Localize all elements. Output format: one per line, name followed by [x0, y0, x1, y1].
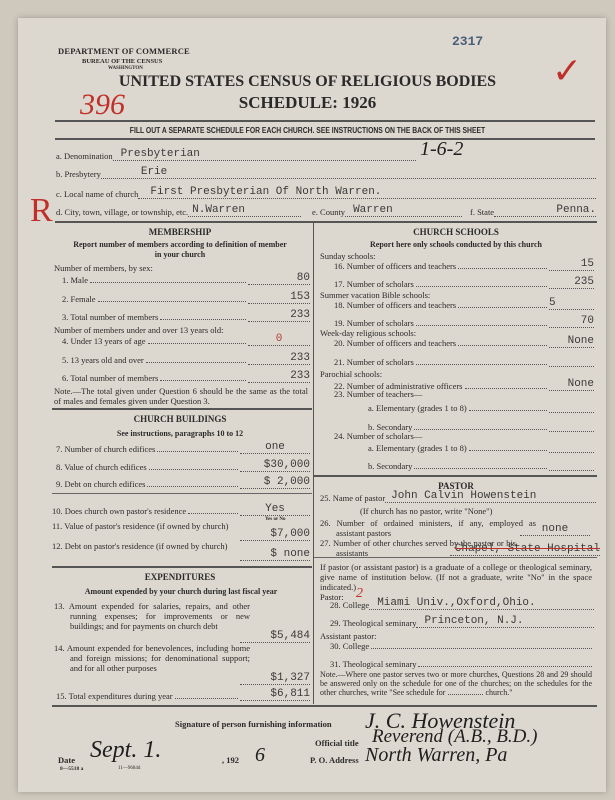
value: 0 [248, 333, 310, 346]
membership-note: Note.—The total given under Question 6 should be the same as the total of males and females given under Question 3. [54, 386, 308, 406]
pastor-label: Pastor: [320, 592, 344, 602]
label: 9. Debt on church edifices [56, 479, 146, 489]
field-assistant-pastors-label: 26. Number of ordained ministers, if any, employed as assistant pastors [320, 518, 536, 538]
field-total-expenditures[interactable] [56, 688, 310, 701]
field-other-churches[interactable]: Chapel, State Hospital [450, 543, 600, 556]
field-teachers-elementary[interactable] [368, 400, 594, 413]
value: Miami Univ.,Oxford,Ohio. [369, 597, 594, 610]
field-total-by-age[interactable] [62, 370, 310, 383]
print-number: 11—9684d [118, 766, 141, 771]
field-under-13[interactable] [62, 333, 310, 346]
value: None [549, 378, 594, 391]
expenditures-heading: EXPENDITURES [144, 572, 216, 582]
field-benevolences-label: 14. Amount expended for benevolences, including home and foreign missions; for denominational support; and for all other purposes [54, 643, 250, 673]
field-edifice-value[interactable] [56, 459, 310, 472]
schedule-title: SCHEDULE: 1926 [238, 93, 377, 112]
label: a. Elementary (grades 1 to 8) [368, 443, 467, 453]
field-asst-college[interactable] [330, 638, 594, 651]
label: 22. Number of administrative officers [334, 381, 463, 391]
schools-intro: Report here only schools conducted by this church [370, 240, 542, 249]
label: 31. Theological seminary [330, 659, 417, 669]
city: WASHINGTON [108, 66, 143, 71]
group-label: Number of members, by sex: [54, 263, 153, 273]
field-owns-residence[interactable] [52, 503, 310, 516]
label: 19. Number of scholars [334, 318, 414, 328]
label: 25. Name of pastor [320, 493, 386, 503]
pastor-note: Note.—Where one pastor serves two or more churches, Questions 28 and 29 should be answered only on the schedule for one of the churches; on the schedules for the other churches, write "See schedule for .................. church." [320, 670, 592, 697]
divider [55, 138, 595, 140]
field-residence-debt-label: 12. Debt on pastor's residence (if owned by church) [52, 541, 228, 551]
label: 5. 13 years old and over [62, 355, 144, 365]
form-number: 8—5518 a [60, 766, 84, 772]
label: 15. Total expenditures during year [56, 691, 173, 701]
value: John Calvin Howenstein [385, 490, 596, 503]
form-title: UNITED STATES CENSUS OF RELIGIOUS BODIES [118, 73, 497, 90]
value: $6,811 [240, 688, 310, 701]
membership-heading: MEMBERSHIP [148, 227, 212, 237]
value [549, 412, 594, 413]
year-prefix: , 192 [222, 755, 239, 765]
divider [52, 408, 312, 410]
label: 16. Number of officers and teachers [334, 261, 457, 271]
value: 233 [248, 309, 310, 322]
membership-intro: Report number of members according to definition of member in your church [73, 240, 287, 259]
margin-mark: R [30, 192, 53, 229]
pastor-name-hint: (If church has no pastor, write "None") [360, 506, 493, 516]
field-residence-value-label: 11. Value of pastor's residence (if owned by church) [52, 521, 229, 531]
code-handwritten: 1-6-2 [420, 138, 464, 160]
value: 15 [549, 258, 594, 271]
year-digit[interactable]: 6 [255, 744, 265, 766]
value [549, 470, 594, 471]
field-sunday-teachers[interactable] [334, 258, 594, 271]
field-weekday-scholars[interactable] [334, 354, 594, 367]
field-male[interactable] [62, 272, 310, 285]
field-residence-debt[interactable]: $ none [240, 548, 310, 561]
value: $ 2,000 [240, 476, 310, 489]
value: 233 [248, 352, 310, 365]
value: Yes [240, 503, 310, 516]
label: a. Denomination [56, 151, 113, 161]
label: b. Secondary [368, 461, 413, 471]
value [549, 366, 594, 367]
label: 30. College [330, 641, 370, 651]
denomination-field[interactable] [56, 148, 416, 161]
graduate-intro: If pastor (or assistant pastor) is a graduate of a college or theological seminary, give name of institution below. (If not a graduate, write "No" in the space indicated.) [320, 562, 592, 592]
date-value[interactable]: Sept. 1. [90, 737, 162, 763]
label: c. Local name of church [56, 189, 139, 199]
field-scholars-elementary[interactable] [368, 440, 594, 453]
value: 153 [248, 291, 310, 304]
group-label: Summer vacation Bible schools: [320, 290, 431, 300]
divider [52, 705, 597, 707]
field-residence-value[interactable]: $7,000 [240, 528, 310, 541]
field-running-expenses[interactable]: $5,484 [240, 630, 310, 643]
value: 80 [248, 272, 310, 285]
state-field[interactable] [470, 204, 596, 217]
label: 7. Number of church edifices [56, 444, 156, 454]
divider [314, 557, 597, 558]
check-mark: ✓ [552, 51, 583, 91]
value: Erie [101, 166, 596, 179]
value: Penna. [494, 204, 596, 217]
field-running-expenses-label: 13. Amount expended for salaries, repairs, and other running expenses; for improvements or new buildings; and for payments on church debt [54, 601, 250, 631]
field-asst-seminary[interactable] [330, 656, 594, 669]
label: 10. Does church own pastor's residence [52, 506, 187, 516]
value: None [549, 335, 594, 348]
field-summer-scholars[interactable] [334, 315, 594, 328]
divider [314, 475, 597, 477]
field-college[interactable] [330, 597, 594, 610]
value: 5 [549, 297, 594, 310]
divider [52, 493, 312, 494]
value: Warren [345, 204, 462, 217]
label: 28. College [330, 600, 370, 610]
label: 18. Number of officers and teachers [334, 300, 457, 310]
date-label: Date [58, 755, 75, 765]
bureau: BUREAU OF THE CENSUS [82, 58, 163, 65]
presbytery-field[interactable] [56, 166, 596, 179]
divider [55, 221, 597, 223]
expenditures-intro: Amount expended by your church during last fiscal year [84, 587, 278, 596]
field-sunday-scholars[interactable] [334, 276, 594, 289]
address-label: P. O. Address [310, 755, 359, 765]
field-assistant-pastors[interactable]: none [520, 523, 590, 536]
label: 6. Total number of members [62, 373, 159, 383]
value: N.Warren [188, 204, 301, 217]
field-weekday-teachers[interactable] [334, 335, 594, 348]
label: a. Elementary (grades 1 to 8) [368, 403, 467, 413]
field-edifices[interactable] [56, 441, 310, 454]
assistant-label: Assistant pastor: [320, 631, 377, 641]
buildings-heading: CHURCH BUILDINGS [133, 414, 227, 424]
group-label: 24. Number of scholars— [334, 431, 423, 441]
label: f. State [470, 207, 495, 217]
label: 1. Male [62, 275, 88, 285]
value: 70 [549, 315, 594, 328]
label: 3. Total number of members [62, 312, 159, 322]
label: 8. Value of church edifices [56, 462, 147, 472]
field-female[interactable] [62, 291, 310, 304]
group-label: Week-day religious schools: [320, 328, 417, 338]
stamp-number: 2317 [452, 34, 484, 49]
value [549, 431, 594, 432]
value: First Presbyterian Of North Warren. [138, 186, 596, 199]
label: 4. Under 13 years of age [62, 336, 146, 346]
field-edifice-debt[interactable] [56, 476, 310, 489]
county-field[interactable] [312, 204, 462, 217]
label: e. County [312, 207, 346, 217]
divider [55, 120, 595, 122]
label: b. Secondary [368, 422, 413, 432]
group-label: Parochial schools: [320, 369, 383, 379]
red-number: 396 [80, 88, 125, 121]
field-other-churches-label: 27. Number of other churches served by the pastor or his assistants [320, 538, 516, 558]
title-label: Official title [315, 738, 359, 748]
city-field[interactable] [56, 204, 301, 217]
local-name-field[interactable] [56, 186, 596, 199]
pastor-mark: 2 [356, 586, 363, 601]
column-divider [313, 222, 314, 704]
value: one [240, 441, 310, 454]
field-seminary[interactable] [330, 615, 594, 628]
field-scholars-secondary[interactable] [368, 458, 594, 471]
value: 235 [549, 276, 594, 289]
group-label: Number of members under and over 13 years old: [54, 325, 224, 335]
field-total-members[interactable] [62, 309, 310, 322]
label: 29. Theological seminary [330, 618, 417, 628]
field-summer-teachers[interactable] [334, 297, 594, 310]
label: 17. Number of scholars [334, 279, 414, 289]
value: 233 [248, 370, 310, 383]
value: Presbyterian [113, 148, 416, 161]
buildings-intro: See instructions, paragraphs 10 to 12 [116, 429, 244, 438]
pastor-heading: PASTOR [438, 481, 474, 491]
po-address[interactable]: North Warren, Pa [365, 744, 508, 766]
field-pastor-name[interactable] [320, 490, 596, 503]
department: DEPARTMENT OF COMMERCE [58, 46, 190, 56]
value: $30,000 [240, 459, 310, 472]
label: 20. Number of officers and teachers [334, 338, 457, 348]
yes-no-hint: Yes or No [265, 517, 286, 522]
label: b. Presbytery [56, 169, 101, 179]
instruction: FILL OUT A SEPARATE SCHEDULE FOR EACH CHURCH. SEE INSTRUCTIONS ON THE BACK OF THIS SHEET [129, 126, 486, 135]
group-label: Sunday schools: [320, 251, 376, 261]
group-label: 23. Number of teachers— [334, 389, 423, 399]
label: d. City, town, village, or township, etc. [56, 207, 189, 217]
signature[interactable]: J. C. Howenstein [365, 708, 516, 733]
schools-heading: CHURCH SCHOOLS [413, 227, 499, 237]
field-benevolences[interactable]: $1,327 [240, 672, 310, 685]
field-13-and-over[interactable] [62, 352, 310, 365]
value [549, 452, 594, 453]
label: 2. Female [62, 294, 96, 304]
divider [52, 566, 312, 568]
value: Princeton, N.J. [416, 615, 594, 628]
official-title[interactable]: Reverend (A.B., B.D.) [372, 726, 538, 747]
signature-label: Signature of person furnishing information [175, 719, 332, 729]
label: 21. Number of scholars [334, 357, 414, 367]
